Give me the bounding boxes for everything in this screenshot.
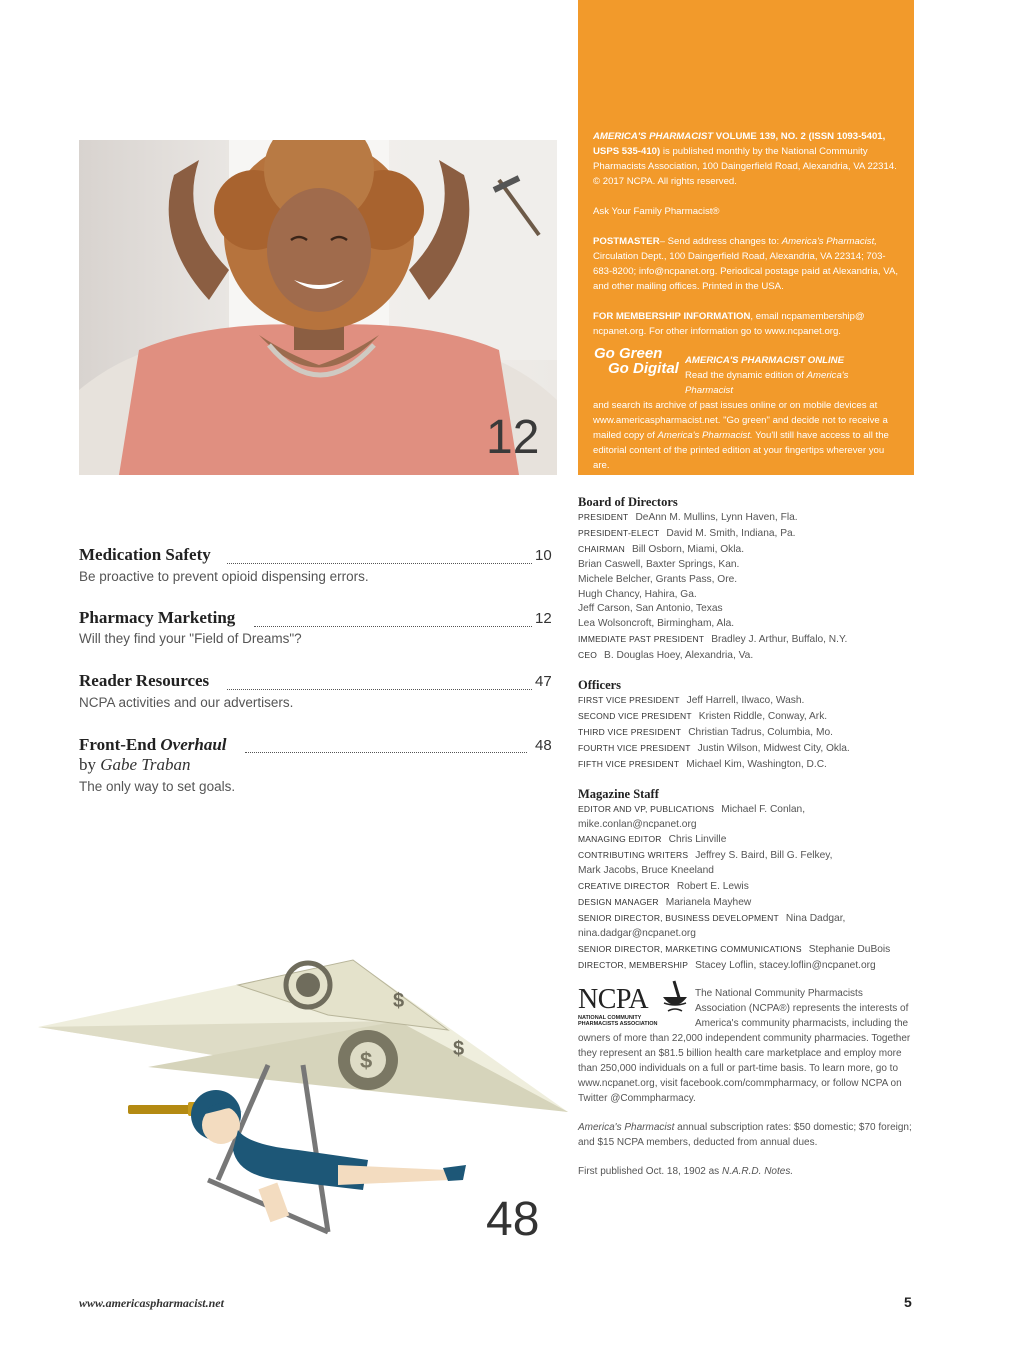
toc-leader — [254, 626, 532, 627]
ncpa-about: The National Community Pharmacists Association (NCPA®) represents the interests of America's community pharmacists, including the owners of more than 22,000 independent community pharmacies. Together they represent an $81.5 billion health care marketplace and employ more than 250,000 individuals on a full or part-time basis. To learn more, go to www.ncpanet.org, visit facebook.com/commpharmacy, or follow NCPA on Twitter @Commpharmacy. America's Pharmacist annual subscription rates: $50 domestic; $70 foreign; and $15 NCPA members, deducted from annual dues. First published Oct. 18, 1902 as N.A.R.D. Notes. — [578, 986, 916, 1179]
person-text: Brian Caswell, Baxter Springs, Kan. — [578, 558, 740, 570]
board-member-row — [578, 588, 918, 603]
person-text: B. Douglas Hoey, Alexandria, Va. — [604, 650, 754, 662]
staff-row — [578, 818, 918, 833]
person-text: Justin Wilson, Midwest City, Okla. — [697, 742, 850, 754]
staff-row — [578, 879, 918, 895]
role-label: IMMEDIATE PAST PRESIDENT — [578, 634, 705, 645]
person-text: Michael F. Conlan, — [721, 803, 806, 815]
person-text: Nina Dadgar, — [785, 912, 846, 924]
person-text: Michael Kim, Washington, D.C. — [686, 758, 827, 770]
role-label: CREATIVE DIRECTOR — [578, 881, 670, 892]
role-label: FIRST VICE PRESIDENT — [578, 695, 680, 706]
role-label: CHAIRMAN — [578, 543, 625, 554]
toc-item-description: Be proactive to prevent opioid dispensing errors. — [79, 569, 369, 584]
officer-row — [578, 725, 918, 741]
board-member-row — [578, 632, 918, 648]
staff-row — [578, 832, 918, 848]
first-published: First published Oct. 18, 1902 as N.A.R.D. Notes. — [578, 1166, 794, 1177]
toc-leader — [227, 689, 532, 690]
person-text: Stephanie DuBois — [808, 943, 891, 955]
directory-column — [578, 495, 918, 974]
role-label: MANAGING EDITOR — [578, 834, 662, 845]
board-heading: Board of Directors — [578, 495, 678, 509]
person-text: Christian Tadrus, Columbia, Mo. — [688, 726, 833, 738]
postmaster-info: POSTMASTER– Send address changes to: America's Pharmacist, Circulation Dept., 100 Daingerfield Road, Alexandria, VA 22314; 703-683-8200; info@ncpanet.org. Periodical postage paid at Alexandria, VA, and other mailing offices. Printed in the USA. — [593, 236, 899, 292]
role-label: DIRECTOR, MEMBERSHIP — [578, 959, 689, 970]
staff-row — [578, 848, 918, 864]
membership-info: FOR MEMBERSHIP INFORMATION, email ncpamembership@ ncpanet.org. For other information go to www.ncpanet.org. — [593, 311, 865, 337]
toc-page-number[interactable]: 12 — [535, 610, 552, 627]
toc-page-number[interactable]: 48 — [535, 737, 552, 754]
toc-item-description: NCPA activities and our advertisers. — [79, 695, 294, 710]
person-text: Jeff Harrell, Ilwaco, Wash. — [686, 695, 805, 707]
svg-text:$: $ — [453, 1038, 465, 1060]
toc-item-title[interactable]: Medication Safety — [79, 545, 211, 564]
toc-leader — [245, 752, 527, 753]
person-text: David M. Smith, Indiana, Pa. — [666, 527, 796, 539]
publication-info: AMERICA'S PHARMACIST VOLUME 139, NO. 2 (ISSN 1093-5401, USPS 535-410) is published monthly by the National Community Pharmacists Association, 100 Daingerfield Road, Alexandria, VA 22314. © 2017 NCPA. All rights reserved. — [593, 131, 897, 187]
svg-text:$: $ — [393, 990, 405, 1012]
person-text: Jeffrey S. Baird, Bill G. Felkey, — [695, 850, 833, 862]
toc-item-description: Will they find your "Field of Dreams"? — [79, 631, 302, 646]
role-label: FOURTH VICE PRESIDENT — [578, 742, 691, 753]
role-label: SECOND VICE PRESIDENT — [578, 710, 692, 721]
staff-list — [578, 802, 918, 974]
role-label: CEO — [578, 650, 598, 661]
role-label: SENIOR DIRECTOR, MARKETING COMMUNICATIONS — [578, 943, 802, 954]
toc-item-title[interactable]: Pharmacy Marketing — [79, 608, 236, 627]
officers-list — [578, 693, 918, 773]
toc-item-description: The only way to set goals. — [79, 779, 236, 794]
svg-text:$: $ — [360, 1048, 373, 1073]
role-label: DESIGN MANAGER — [578, 897, 659, 908]
staff-row — [578, 802, 918, 818]
person-text: Bill Osborn, Miami, Okla. — [631, 543, 745, 555]
person-text: Michele Belcher, Grants Pass, Ore. — [578, 573, 738, 585]
role-label: PRESIDENT-ELECT — [578, 527, 660, 538]
staff-row — [578, 927, 918, 942]
board-member-row — [578, 648, 918, 664]
footer-website[interactable]: www.americaspharmacist.net — [79, 1296, 224, 1310]
person-text: DeAnn M. Mullins, Lynn Haven, Fla. — [635, 512, 798, 523]
person-text: Jeff Carson, San Antonio, Texas — [578, 603, 723, 615]
staff-row — [578, 942, 918, 958]
role-label: FIFTH VICE PRESIDENT — [578, 758, 680, 769]
board-member-row — [578, 558, 918, 573]
role-label: SENIOR DIRECTOR, BUSINESS DEVELOPMENT — [578, 912, 779, 923]
toc-byline: by Gabe Traban — [79, 755, 191, 774]
person-text: Hugh Chancy, Hahira, Ga. — [578, 588, 697, 600]
person-text: Bradley J. Arthur, Buffalo, N.Y. — [711, 634, 848, 646]
officer-row — [578, 693, 918, 709]
subscription-rates: America's Pharmacist annual subscription rates: $50 domestic; $70 foreign; and $15 NCPA members, deducted from annual dues. — [578, 1122, 912, 1148]
staff-row — [578, 958, 918, 974]
ask-line: Ask Your Family Pharmacist® — [593, 206, 720, 217]
board-member-row — [578, 573, 918, 588]
masthead-text — [593, 129, 899, 339]
photo-page-number: 12 — [486, 411, 540, 464]
officers-heading: Officers — [578, 678, 622, 693]
staff-heading: Magazine Staff — [578, 786, 659, 801]
toc-page-number[interactable]: 10 — [535, 547, 552, 564]
person-text: Lea Wolsoncroft, Birmingham, Ala. — [578, 618, 735, 630]
role-label: CONTRIBUTING WRITERS — [578, 850, 689, 861]
person-text: nina.dadgar@ncpanet.org — [578, 927, 696, 939]
staff-row — [578, 864, 918, 879]
officer-row — [578, 709, 918, 725]
staff-row — [578, 895, 918, 911]
footer-page-number: 5 — [904, 1294, 912, 1310]
toc-item-title[interactable]: Front-End Overhaul — [79, 735, 227, 754]
illustration-page-number: 48 — [486, 1193, 540, 1246]
person-text: Chris Linville — [668, 834, 727, 846]
board-member-row — [578, 617, 918, 632]
role-label: THIRD VICE PRESIDENT — [578, 726, 682, 737]
masthead-box — [578, 0, 914, 475]
toc-item-title[interactable]: Reader Resources — [79, 671, 210, 690]
role-label: EDITOR AND VP, PUBLICATIONS — [578, 803, 715, 814]
board-member-row — [578, 542, 918, 558]
person-text: mike.conlan@ncpanet.org — [578, 818, 697, 830]
person-text: Marianela Mayhew — [665, 897, 752, 909]
toc-page-number[interactable]: 47 — [535, 673, 552, 690]
person-text: Stacey Loflin, stacey.loflin@ncpanet.org — [695, 959, 876, 971]
go-green-logo: Go Green Go Digital — [594, 345, 679, 377]
board-list — [578, 510, 918, 664]
role-label: PRESIDENT — [578, 512, 629, 522]
person-text: Robert E. Lewis — [676, 881, 749, 893]
officer-row — [578, 757, 918, 773]
staff-row — [578, 911, 918, 927]
ncpa-logo: NCPA NATIONAL COMMUNITY PHARMACISTS ASSOCIATION — [578, 985, 690, 1030]
board-member-row — [578, 526, 918, 542]
online-info: AMERICA'S PHARMACIST ONLINE Read the dynamic edition of America's Pharmacist and search its archive of past issues online or on mobile devices at www.americaspharmacist.net. "Go green" and decide not to receive a mailed copy of America's Pharmacist. You'll still have access to all the editorial content of the printed edition at your fingertips wherever you are. — [593, 355, 889, 471]
toc-leader — [227, 563, 532, 564]
board-member-row — [578, 602, 918, 617]
person-text: Mark Jacobs, Bruce Kneeland — [578, 865, 714, 877]
person-text: Kristen Riddle, Conway, Ark. — [698, 710, 828, 722]
board-member-row — [578, 510, 918, 526]
officer-row — [578, 741, 918, 757]
